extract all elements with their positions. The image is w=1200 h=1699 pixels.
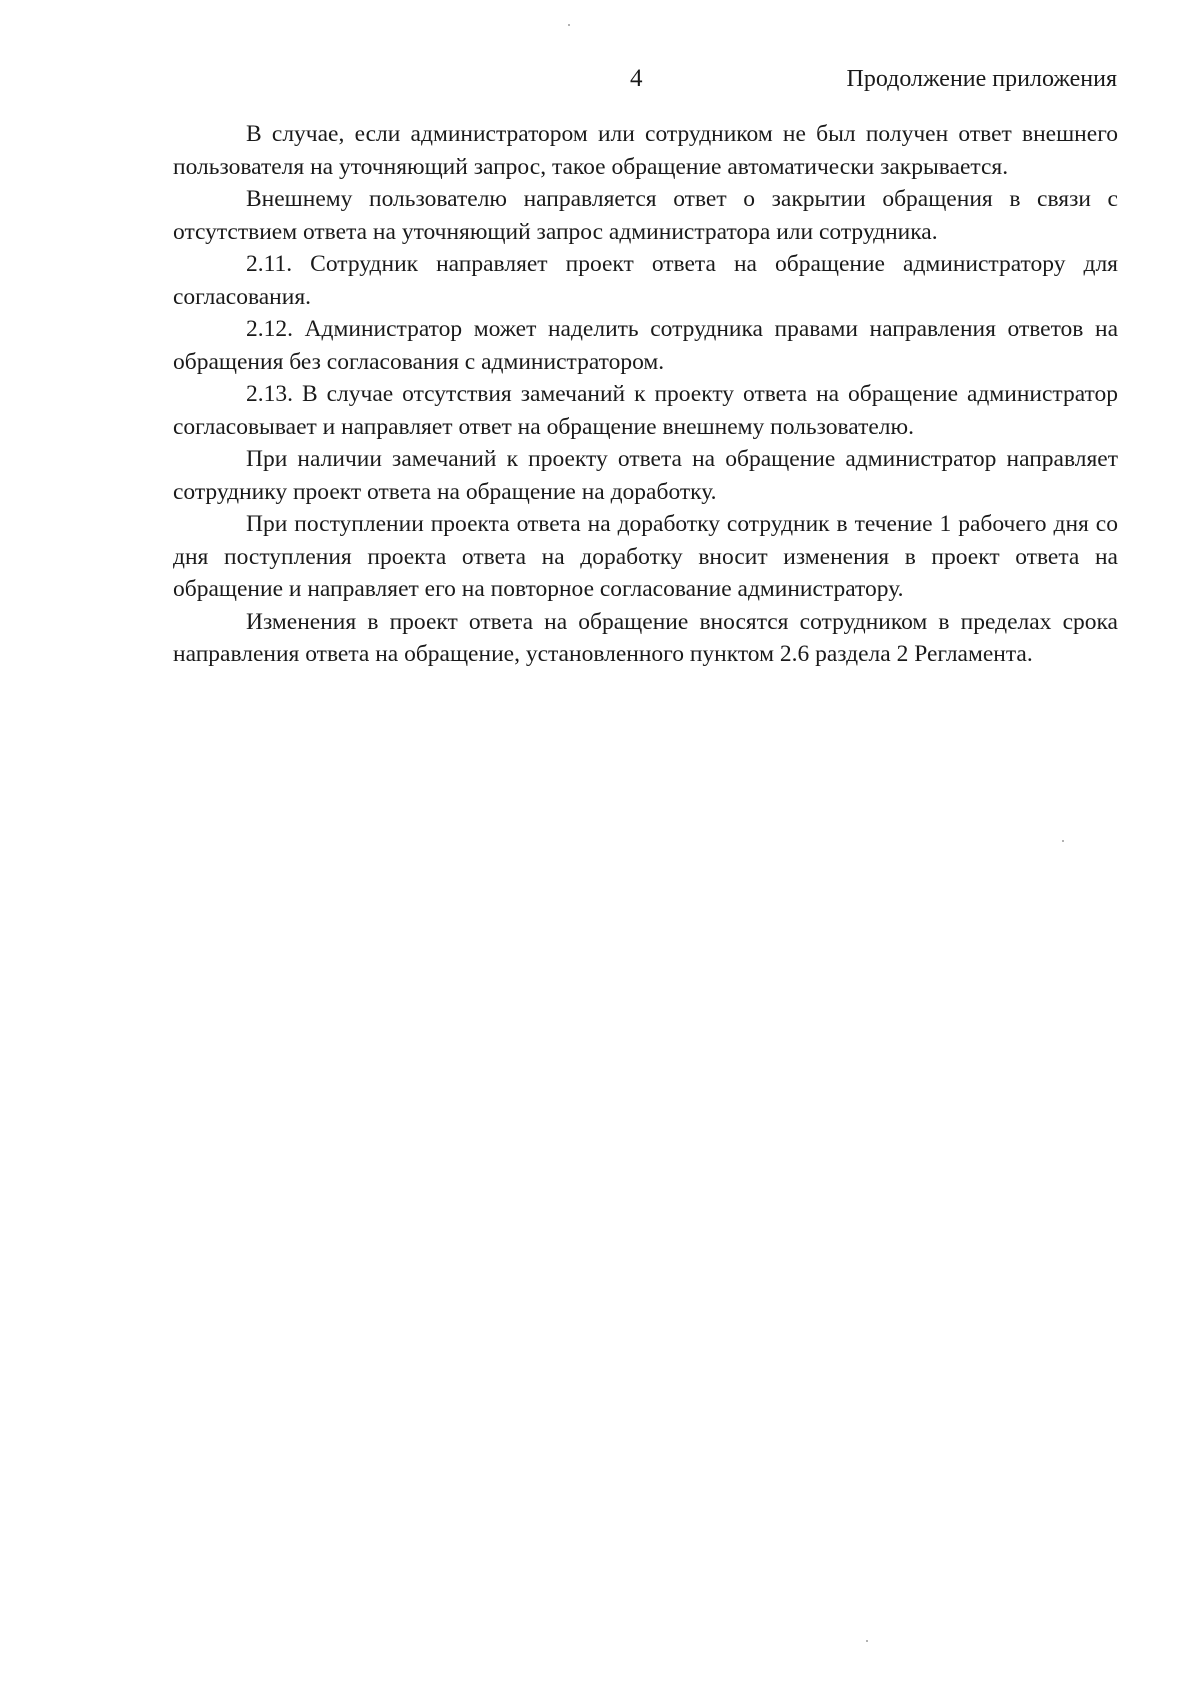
header-note: Продолжение приложения <box>846 66 1117 92</box>
page-number: 4 <box>630 65 643 92</box>
paragraph: 2.13. В случае отсутствия замечаний к проекту ответа на обращение администратор согласовывает и направляет ответ на обращение внешнему пользователю. <box>173 381 1118 440</box>
page-header <box>0 62 1200 96</box>
paragraph: При поступлении проекта ответа на доработку сотрудник в течение 1 рабочего дня со дня поступления проекта ответа на доработку вносит изменения в проект ответа на обращение и направляет его на повторное согласование администратору. <box>173 511 1118 602</box>
scan-speck <box>568 24 570 26</box>
document-body <box>173 118 1118 671</box>
paragraph: В случае, если администратором или сотрудником не был получен ответ внешнего пользователя на уточняющий запрос, такое обращение автоматически закрывается. <box>173 121 1118 180</box>
scan-speck <box>1062 840 1064 842</box>
paragraph: При наличии замечаний к проекту ответа на обращение администратор направляет сотруднику проект ответа на обращение на доработку. <box>173 446 1118 505</box>
paragraph: Внешнему пользователю направляется ответ о закрытии обращения в связи с отсутствием ответа на уточняющий запрос администратора или сотрудника. <box>173 186 1118 245</box>
scan-speck <box>866 1640 868 1642</box>
paragraph: Изменения в проект ответа на обращение вносятся сотрудником в пределах срока направления ответа на обращение, установленного пунктом 2.6 раздела 2 Регламента. <box>173 608 1118 667</box>
paragraph: 2.12. Администратор может наделить сотрудника правами направления ответов на обращения без согласования с администратором. <box>173 316 1118 375</box>
paragraph: 2.11. Сотрудник направляет проект ответа на обращение администратору для согласования. <box>173 251 1118 310</box>
